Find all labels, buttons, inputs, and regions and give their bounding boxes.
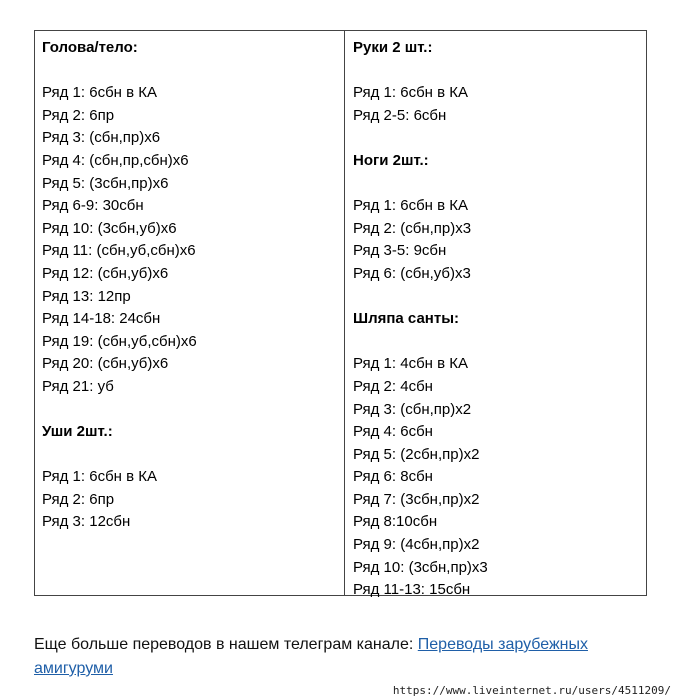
pattern-row: Ряд 2-5: 6сбн <box>353 106 447 124</box>
spacer <box>353 60 638 83</box>
telegram-channel-link[interactable]: Переводы зарубежных амигуруми <box>34 636 588 677</box>
pattern-row: Ряд 1: 6сбн в КА <box>42 84 157 102</box>
pattern-row: Ряд 9: (4сбн,пр)х2 <box>353 536 480 554</box>
section-title: Ноги 2шт.: <box>353 151 429 169</box>
pattern-row: Ряд 2: 6пр <box>42 106 115 124</box>
section-title: Шляпа санты: <box>353 310 460 328</box>
pattern-row: Ряд 8:10сбн <box>353 513 438 531</box>
pattern-row: Ряд 1: 4сбн в КА <box>353 355 468 373</box>
pattern-row: Ряд 6: 8сбн <box>353 468 433 486</box>
pattern-row: Ряд 11-13: 15сбн <box>353 581 471 599</box>
pattern-row: Ряд 4: 6сбн <box>353 423 433 441</box>
pattern-row: Ряд 7: (3сбн,пр)х2 <box>353 490 480 508</box>
pattern-row: Ряд 6-9: 30сбн <box>42 197 144 215</box>
spacer <box>353 331 638 354</box>
pattern-row: Ряд 2: 4сбн <box>353 377 433 395</box>
pattern-row: Ряд 5: (3сбн,пр)х6 <box>42 174 169 192</box>
spacer <box>353 127 638 150</box>
pattern-row: Ряд 3: (сбн,пр)х2 <box>353 400 472 418</box>
pattern-row: Ряд 3: 12сбн <box>42 513 131 531</box>
pattern-row: Ряд 3: (сбн,пр)х6 <box>42 129 161 147</box>
source-watermark: https://www.liveinternet.ru/users/4511209/ <box>392 684 671 697</box>
left-column <box>35 31 345 595</box>
section-title: Голова/тело: <box>42 39 138 56</box>
pattern-row: Ряд 5: (2сбн,пр)х2 <box>353 445 480 463</box>
pattern-row: Ряд 1: 6сбн в КА <box>353 84 468 102</box>
pattern-row: Ряд 2: 6пр <box>42 490 115 508</box>
spacer <box>42 399 336 422</box>
pattern-row: Ряд 10: (3сбн,пр)х3 <box>353 558 488 576</box>
pattern-row: Ряд 1: 6сбн в КА <box>42 468 157 486</box>
footer-text: Еще больше переводов в нашем телеграм канале: <box>34 636 418 653</box>
pattern-row: Ряд 11: (сбн,уб,сбн)х6 <box>42 242 196 260</box>
pattern-row: Ряд 12: (сбн,уб)х6 <box>42 264 169 282</box>
pattern-row: Ряд 14-18: 24сбн <box>42 310 161 328</box>
pattern-table <box>34 30 647 599</box>
pattern-row: Ряд 3-5: 9сбн <box>353 242 447 260</box>
pattern-row: Ряд 20: (сбн,уб)х6 <box>42 355 169 373</box>
spacer <box>353 173 638 196</box>
pattern-row: Ряд 2: (сбн,пр)х3 <box>353 219 472 237</box>
pattern-row: Ряд 4: (сбн,пр,сбн)х6 <box>42 151 189 169</box>
pattern-row: Ряд 13: 12пр <box>42 287 131 305</box>
section-title: Уши 2шт.: <box>42 423 113 441</box>
pattern-row: Ряд 21: уб <box>42 377 114 395</box>
spacer <box>42 444 336 467</box>
section-title: Руки 2 шт.: <box>353 39 433 56</box>
right-column <box>345 31 646 599</box>
pattern-row: Ряд 19: (сбн,уб,сбн)х6 <box>42 332 197 350</box>
pattern-row: Ряд 1: 6сбн в КА <box>353 197 468 215</box>
pattern-row: Ряд 10: (3сбн,уб)х6 <box>42 219 177 237</box>
spacer <box>353 286 638 309</box>
spacer <box>42 60 336 83</box>
footer-note <box>34 633 634 681</box>
pattern-row: Ряд 6: (сбн,уб)х3 <box>353 264 471 282</box>
